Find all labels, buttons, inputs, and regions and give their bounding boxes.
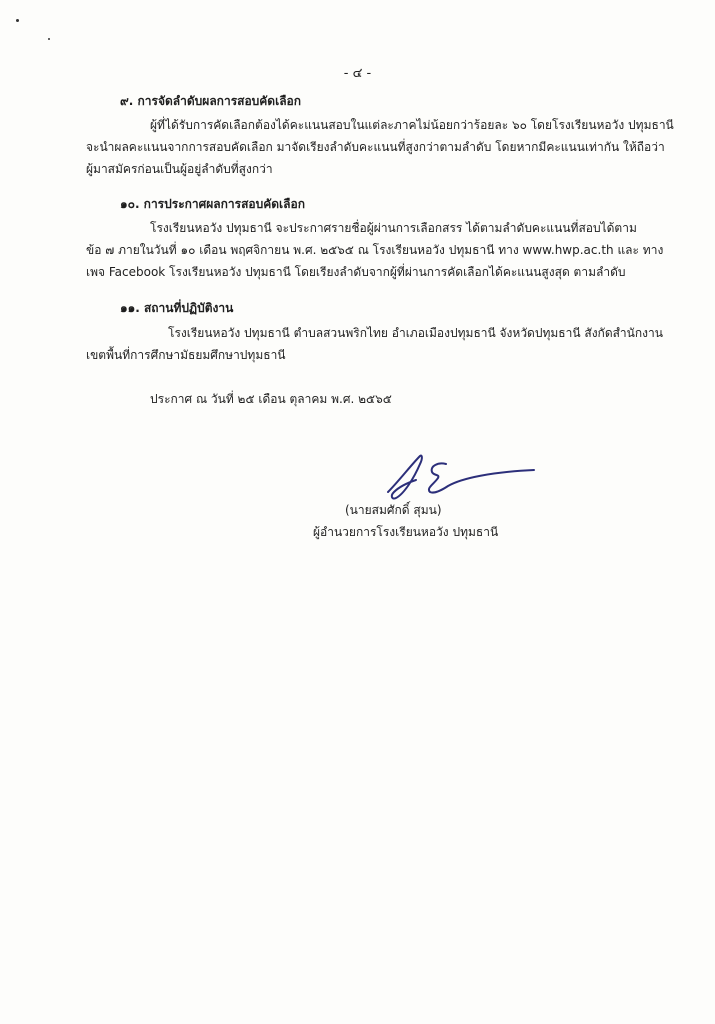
section-9-heading: ๙. การจัดลำดับผลการสอบคัดเลือก bbox=[120, 94, 302, 108]
section-11-line-2: เขตพื้นที่การศึกษามัธยมศึกษาปทุมธานี bbox=[86, 348, 286, 362]
scan-speck bbox=[16, 19, 19, 22]
section-9-line-2: จะนำผลคะแนนจากการสอบคัดเลือก มาจัดเรียงลำดับคะแนนที่สูงกว่าตามลำดับ โดยหากมีคะแนนเท่ากัน ให้ถือว่า bbox=[86, 140, 665, 154]
scan-speck bbox=[48, 38, 50, 40]
signatory-name: (นายสมศักดิ์ สุมน) bbox=[345, 503, 442, 517]
section-9-line-1: ผู้ที่ได้รับการคัดเลือกต้องได้คะแนนสอบในแต่ละภาคไม่น้อยกว่าร้อยละ ๖๐ โดยโรงเรียนหอวัง ปทุมธานี bbox=[150, 118, 674, 132]
section-11-line-1: โรงเรียนหอวัง ปทุมธานี ตำบลสวนพริกไทย อำเภอเมืองปทุมธานี จังหวัดปทุมธานี สังกัดสำนักงาน bbox=[168, 326, 663, 340]
section-10-line-1: โรงเรียนหอวัง ปทุมธานี จะประกาศรายชื่อผู้ผ่านการเลือกสรร ได้ตามลำดับคะแนนที่สอบได้ตาม bbox=[150, 221, 637, 235]
page-number: - ๔ - bbox=[343, 66, 372, 81]
signature-mark bbox=[382, 450, 542, 506]
announcement-date: ประกาศ ณ วันที่ ๒๕ เดือน ตุลาคม พ.ศ. ๒๕๖๕ bbox=[150, 392, 392, 406]
section-10-line-3: เพจ Facebook โรงเรียนหอวัง ปทุมธานี โดยเรียงลำดับจากผู้ที่ผ่านการคัดเลือกได้คะแนนสูงสุด ตามลำดับ bbox=[86, 265, 626, 279]
section-10-heading: ๑๐. การประกาศผลการสอบคัดเลือก bbox=[120, 197, 305, 211]
signatory-title: ผู้อำนวยการโรงเรียนหอวัง ปทุมธานี bbox=[313, 525, 499, 539]
section-9-line-3: ผู้มาสมัครก่อนเป็นผู้อยู่ลำดับที่สูงกว่า bbox=[86, 162, 273, 176]
section-10-line-2: ข้อ ๗ ภายในวันที่ ๑๐ เดือน พฤศจิกายน พ.ศ. ๒๕๖๕ ณ โรงเรียนหอวัง ปทุมธานี ทาง www.hwp.ac.th และ ทาง bbox=[86, 243, 664, 257]
section-11-heading: ๑๑. สถานที่ปฏิบัติงาน bbox=[120, 301, 234, 315]
